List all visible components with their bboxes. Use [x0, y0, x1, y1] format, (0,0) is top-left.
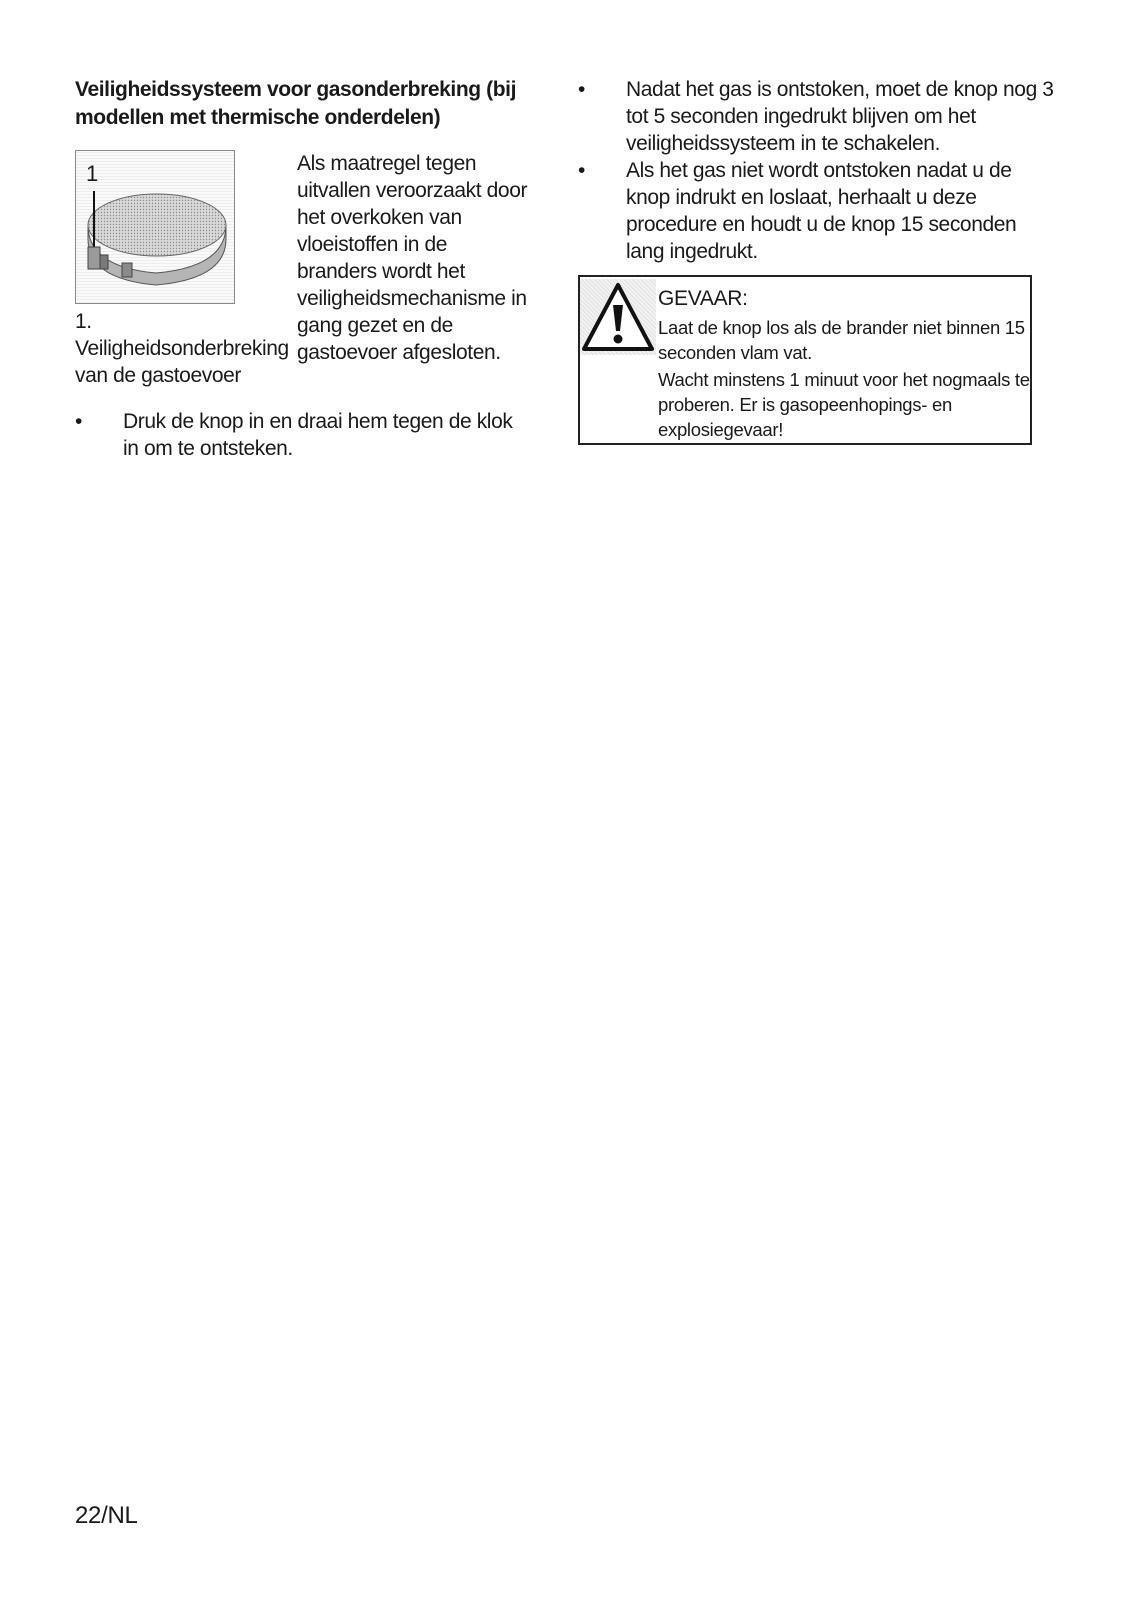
burner-figure — [75, 150, 235, 304]
left-column — [75, 76, 530, 462]
gas-burner-thermocouple-illustration — [76, 151, 234, 303]
section-heading: Veiligheidssysteem voor gasonderbreking (bij modellen met thermische onderdelen) — [75, 78, 517, 129]
list-item — [578, 76, 1058, 157]
bullet-symbol: • — [578, 78, 585, 101]
bullet-symbol: • — [578, 159, 585, 182]
right-column — [578, 76, 1058, 445]
figure-number-label: 1 — [86, 161, 99, 186]
bullet-symbol: • — [75, 410, 82, 433]
list-item-text: Als het gas niet wordt ontstoken nadat u de knop indrukt en loslaat, herhaalt u deze procedure en houdt u de knop 15 seconden lang ingedrukt. — [626, 159, 1017, 263]
page-number: 22/NL — [75, 1502, 138, 1529]
danger-paragraph: Wacht minstens 1 minuut voor het nogmaals te proberen. Er is gasopeenhopings- en explosiegevaar! — [658, 369, 1030, 440]
figure-caption — [75, 308, 289, 389]
caption-text: Veiligheidsonderbreking van de gastoevoer — [75, 337, 289, 387]
danger-paragraph: Laat de knop los als de brander niet binnen 15 seconden vlam vat. — [658, 317, 1025, 363]
caption-number: 1. — [75, 310, 92, 333]
list-item-text: Nadat het gas is ontstoken, moet de knop nog 3 tot 5 seconden ingedrukt blijven om het veiligheidssysteem in te schakelen. — [626, 78, 1054, 155]
danger-box — [578, 275, 1032, 445]
danger-title: GEVAAR: — [658, 287, 748, 310]
figure-block — [75, 150, 530, 396]
safety-description: Als maatregel tegen uitvallen veroorzaakt door het overkoken van vloeistoffen in de branders wordt het veiligheidsmechanisme in gang gezet en de gastoevoer afgesloten. — [297, 152, 528, 364]
danger-body — [658, 315, 1030, 444]
list-item-text: Druk de knop in en draai hem tegen de klok in om te ontsteken. — [123, 410, 513, 460]
warning-triangle-icon — [580, 279, 656, 355]
list-item — [75, 408, 530, 462]
list-item — [578, 157, 1058, 265]
